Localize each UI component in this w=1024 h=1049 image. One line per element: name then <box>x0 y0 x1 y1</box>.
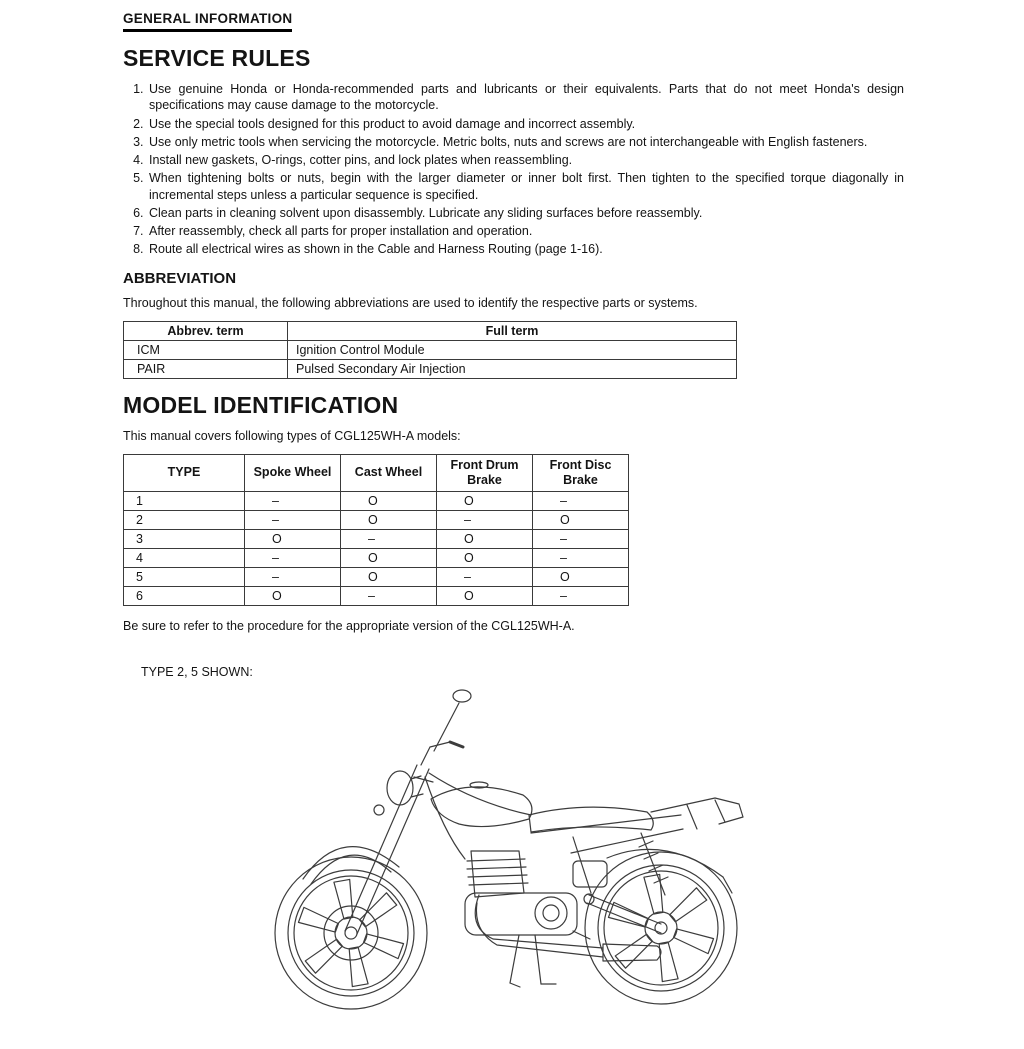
service-rule-item: 5. When tightening bolts or nuts, begin with the larger diameter or inner bolt first. Then tighten to the specified torque diagonally in incremental steps unless a particular sequence is specified. <box>147 170 904 203</box>
table-cell: 6 <box>124 586 245 605</box>
table-cell: – <box>533 586 629 605</box>
table-cell: O <box>533 567 629 586</box>
table-cell: O <box>341 567 437 586</box>
table-cell: O <box>437 548 533 567</box>
illustration-caption: TYPE 2, 5 SHOWN: <box>141 664 253 679</box>
table-cell: PAIR <box>124 359 288 378</box>
table-cell: O <box>437 491 533 510</box>
table-cell: – <box>245 567 341 586</box>
table-cell: – <box>533 529 629 548</box>
abbreviation-intro: Throughout this manual, the following abbreviations are used to identify the respective parts or systems. <box>123 295 698 310</box>
table-cell: O <box>437 586 533 605</box>
table-cell: 1 <box>124 491 245 510</box>
service-rule-item: 4. Install new gaskets, O-rings, cotter pins, and lock plates when reassembling. <box>147 152 904 168</box>
table-header-row <box>124 321 737 340</box>
table-cell: 2 <box>124 510 245 529</box>
model-identification-table <box>123 454 629 606</box>
abbreviation-table <box>123 321 737 379</box>
table-row <box>124 529 629 548</box>
table-row <box>124 510 629 529</box>
table-cell: O <box>341 548 437 567</box>
motorcycle-side-view-drawing <box>273 681 793 1049</box>
service-rule-item: 6. Clean parts in cleaning solvent upon disassembly. Lubricate any sliding surfaces before reassembly. <box>147 205 904 221</box>
table-row <box>124 340 737 359</box>
table-cell: – <box>437 567 533 586</box>
service-rule-item: 3. Use only metric tools when servicing the motorcycle. Metric bolts, nuts and screws are not interchangeable with English fasteners. <box>147 134 904 150</box>
table-row <box>124 359 737 378</box>
table-cell: Pulsed Secondary Air Injection <box>288 359 737 378</box>
table-cell: 3 <box>124 529 245 548</box>
table-header-cell: Front Disc Brake <box>533 455 629 492</box>
table-header-cell: Spoke Wheel <box>245 455 341 492</box>
table-cell: ICM <box>124 340 288 359</box>
table-cell: O <box>245 586 341 605</box>
table-cell: – <box>437 510 533 529</box>
table-header-cell: Abbrev. term <box>124 321 288 340</box>
table-header-row <box>124 455 629 492</box>
table-cell: – <box>245 510 341 529</box>
table-cell: O <box>341 491 437 510</box>
table-cell: – <box>341 529 437 548</box>
table-header-cell: TYPE <box>124 455 245 492</box>
table-row <box>124 548 629 567</box>
section-title-abbreviation: ABBREVIATION <box>123 269 237 287</box>
table-cell: – <box>341 586 437 605</box>
table-row <box>124 586 629 605</box>
page-header: GENERAL INFORMATION <box>123 11 292 32</box>
version-note: Be sure to refer to the procedure for the appropriate version of the CGL125WH-A. <box>123 618 575 633</box>
table-header-cell: Front Drum Brake <box>437 455 533 492</box>
table-row <box>124 491 629 510</box>
motorcycle-illustration <box>273 681 793 1049</box>
table-cell: – <box>533 491 629 510</box>
service-rule-item: 2. Use the special tools designed for this product to avoid damage and incorrect assembly. <box>147 116 904 132</box>
service-rule-item: 8. Route all electrical wires as shown in the Cable and Harness Routing (page 1-16). <box>147 241 904 257</box>
table-cell: O <box>533 510 629 529</box>
table-cell: 5 <box>124 567 245 586</box>
section-title-service-rules: SERVICE RULES <box>123 45 311 71</box>
table-header-cell: Full term <box>288 321 737 340</box>
service-rule-item: 1. Use genuine Honda or Honda-recommended parts and lubricants or their equivalents. Parts that do not meet Honda's design specifications may cause damage to the motorcycle. <box>147 81 904 114</box>
table-cell: – <box>533 548 629 567</box>
table-cell: – <box>245 548 341 567</box>
table-cell: 4 <box>124 548 245 567</box>
model-identification-intro: This manual covers following types of CGL125WH-A models: <box>123 428 461 443</box>
service-rule-item: 7. After reassembly, check all parts for proper installation and operation. <box>147 223 904 239</box>
table-cell: O <box>341 510 437 529</box>
table-cell: O <box>437 529 533 548</box>
section-title-model-identification: MODEL IDENTIFICATION <box>123 391 399 418</box>
table-cell: O <box>245 529 341 548</box>
table-cell: – <box>245 491 341 510</box>
table-cell: Ignition Control Module <box>288 340 737 359</box>
table-row <box>124 567 629 586</box>
table-header-cell: Cast Wheel <box>341 455 437 492</box>
service-rules-list <box>123 81 904 258</box>
